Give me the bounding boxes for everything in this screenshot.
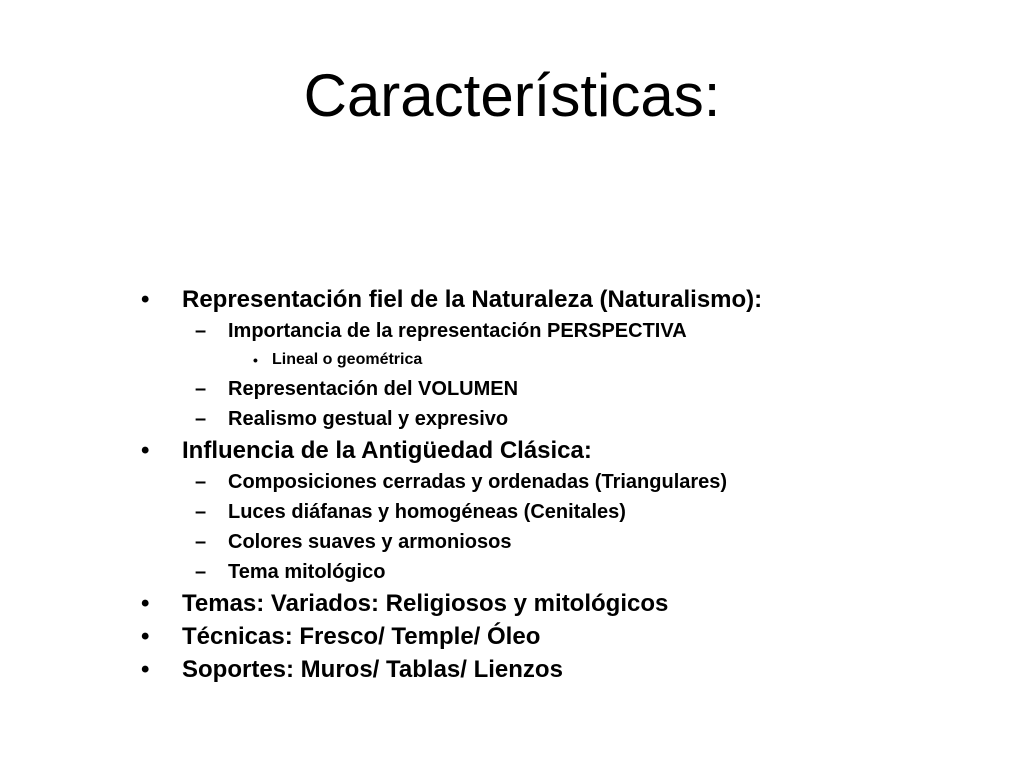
sub-bullet-text: Representación del VOLUMEN	[228, 378, 519, 400]
dash-marker: –	[195, 501, 207, 523]
bullet-item	[0, 587, 1024, 620]
bullet-item	[0, 653, 1024, 686]
bullet-list	[0, 283, 1024, 686]
bullet-item	[0, 620, 1024, 653]
sub-bullet-text: Importancia de la representación PERSPECTIVA	[228, 320, 687, 342]
bullet-item	[0, 283, 1024, 316]
sub-bullet-text: Composiciones cerradas y ordenadas (Triangulares)	[228, 471, 728, 493]
sub-bullet-item	[0, 497, 1024, 527]
sub-bullet-text: Tema mitológico	[228, 561, 386, 583]
sub-bullet-item	[0, 374, 1024, 404]
bullet-marker: •	[141, 437, 150, 464]
sub-bullet-item	[0, 316, 1024, 346]
sub-bullet-item	[0, 557, 1024, 587]
dash-marker: –	[195, 531, 207, 553]
bullet-text: Soportes: Muros/ Tablas/ Lienzos	[182, 656, 563, 683]
bullet-text: Representación fiel de la Naturaleza (Naturalismo):	[182, 286, 763, 313]
sub-bullet-item	[0, 404, 1024, 434]
sub-bullet-text: Realismo gestual y expresivo	[228, 408, 509, 430]
dash-marker: –	[195, 320, 207, 342]
bullet-marker: •	[141, 286, 150, 313]
dash-marker: –	[195, 471, 207, 493]
bullet-marker: •	[141, 623, 150, 650]
sub-bullet-text: Colores suaves y armoniosos	[228, 531, 512, 553]
sub-sub-bullet-text: Lineal o geométrica	[272, 351, 423, 368]
bullet-item	[0, 434, 1024, 467]
bullet-text: Temas: Variados: Religiosos y mitológicos	[182, 590, 669, 617]
dash-marker: –	[195, 561, 207, 583]
sub-bullet-item	[0, 527, 1024, 557]
bullet-marker: •	[141, 656, 150, 683]
bullet-text: Técnicas: Fresco/ Temple/ Óleo	[182, 623, 541, 650]
sub-bullet-item	[0, 467, 1024, 497]
bullet-marker: •	[253, 352, 258, 368]
dash-marker: –	[195, 408, 207, 430]
sub-sub-bullet-item	[0, 346, 1024, 374]
bullet-marker: •	[141, 590, 150, 617]
slide-title: Características:	[303, 62, 721, 129]
sub-bullet-text: Luces diáfanas y homogéneas (Cenitales)	[228, 501, 626, 523]
bullet-text: Influencia de la Antigüedad Clásica:	[182, 437, 592, 464]
dash-marker: –	[195, 378, 207, 400]
